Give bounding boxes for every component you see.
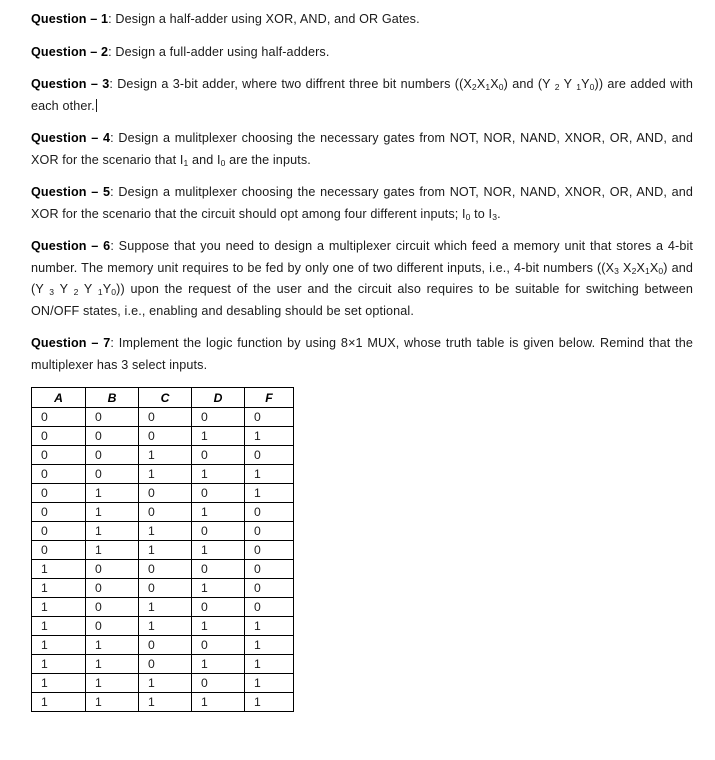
- truth-table-cell: 0: [245, 446, 294, 465]
- truth-table-cell: 1: [245, 693, 294, 712]
- subscript: 0: [658, 265, 664, 276]
- question-text: Design a half-adder using XOR, AND, and OR Gates.: [111, 12, 420, 26]
- truth-table-cell: 0: [86, 617, 139, 636]
- subscript: 0: [220, 157, 226, 168]
- truth-table-cell: 1: [32, 674, 86, 693]
- truth-table-cell: 1: [86, 674, 139, 693]
- table-row: [32, 560, 294, 579]
- text-cursor: [96, 99, 97, 112]
- truth-table-cell: 0: [32, 503, 86, 522]
- truth-table-cell: 0: [139, 636, 192, 655]
- question-text: Suppose that you need to design a multiplexer circuit which feed a memory unit that stores a 4-bit number. The memory unit requires to be fed by only one of two different inputs, i.e., 4-bit numbers (($X_3$ $X_2X_1X_0$) and (Y $_3$ Y $_2$ Y $_1Y_0$)) upon the request of the user and the circuit also requires to be suitable for switching between ON/OFF states, i.e., enabling and desabling should be set optional.: [31, 239, 694, 318]
- question-label: Question – 1: [31, 12, 109, 26]
- truth-table-cell: 1: [192, 503, 245, 522]
- question-separator: :: [108, 12, 112, 26]
- truth-table-cell: 1: [32, 560, 86, 579]
- truth-table-container: [31, 387, 693, 712]
- truth-table-header-cell: A: [32, 388, 86, 408]
- question-label: Question – 4: [31, 131, 111, 145]
- truth-table-cell: 0: [139, 503, 192, 522]
- truth-table-cell: 0: [139, 655, 192, 674]
- question-separator: :: [110, 131, 114, 145]
- question-paragraph: [31, 74, 693, 117]
- question-label: Question – 2: [31, 44, 109, 59]
- truth-table: [31, 387, 294, 712]
- truth-table-cell: 1: [86, 484, 139, 503]
- truth-table-cell: 1: [139, 541, 192, 560]
- question-separator: :: [109, 77, 113, 91]
- truth-table-cell: 0: [32, 465, 86, 484]
- table-row: [32, 446, 294, 465]
- truth-table-cell: 0: [32, 427, 86, 446]
- truth-table-cell: 0: [86, 579, 139, 598]
- truth-table-cell: 0: [86, 446, 139, 465]
- truth-table-cell: 0: [32, 446, 86, 465]
- subscript: 1: [97, 287, 103, 298]
- question-label: Question – 5: [31, 185, 111, 199]
- question-label: Question – 3: [31, 77, 110, 91]
- truth-table-cell: 0: [139, 484, 192, 503]
- truth-table-header-cell: C: [139, 388, 192, 408]
- question-label: Question – 6: [31, 239, 111, 253]
- truth-table-head: [32, 388, 294, 408]
- truth-table-cell: 0: [245, 560, 294, 579]
- truth-table-header-row: [32, 388, 294, 408]
- truth-table-cell: 0: [245, 598, 294, 617]
- truth-table-cell: 0: [192, 560, 245, 579]
- truth-table-cell: 0: [139, 427, 192, 446]
- truth-table-cell: 1: [139, 674, 192, 693]
- subscript: 3: [492, 211, 498, 222]
- truth-table-cell: 1: [139, 446, 192, 465]
- truth-table-cell: 0: [245, 503, 294, 522]
- truth-table-header-cell: B: [86, 388, 139, 408]
- truth-table-cell: 0: [245, 541, 294, 560]
- truth-table-cell: 1: [192, 693, 245, 712]
- truth-table-cell: 0: [86, 598, 139, 617]
- table-row: [32, 408, 294, 427]
- table-row: [32, 636, 294, 655]
- truth-table-cell: 0: [245, 579, 294, 598]
- truth-table-cell: 0: [32, 522, 86, 541]
- truth-table-cell: 1: [245, 674, 294, 693]
- truth-table-cell: 1: [139, 522, 192, 541]
- question-text: Design a mulitplexer choosing the necessary gates from NOT, NOR, NAND, XNOR, OR, AND, and XOR for the scenario that the circuit should opt among four different inputs; $I_0$ to $I_3$.: [31, 185, 694, 222]
- truth-table-cell: 0: [192, 598, 245, 617]
- truth-table-cell: 1: [139, 598, 192, 617]
- truth-table-cell: 1: [192, 579, 245, 598]
- subscript: 1: [183, 157, 189, 168]
- subscript: 3: [614, 265, 620, 276]
- truth-table-cell: 0: [192, 408, 245, 427]
- table-row: [32, 579, 294, 598]
- truth-table-cell: 1: [245, 484, 294, 503]
- table-row: [32, 427, 294, 446]
- subscript: 0: [589, 82, 595, 93]
- truth-table-cell: 1: [86, 655, 139, 674]
- truth-table-cell: 1: [32, 598, 86, 617]
- truth-table-cell: 0: [192, 522, 245, 541]
- truth-table-cell: 0: [245, 408, 294, 427]
- truth-table-cell: 1: [192, 541, 245, 560]
- truth-table-cell: 0: [139, 408, 192, 427]
- truth-table-cell: 1: [139, 617, 192, 636]
- table-row: [32, 655, 294, 674]
- subscript: 0: [111, 287, 117, 298]
- subscript: 2: [471, 82, 477, 93]
- subscript: 3: [49, 287, 55, 298]
- table-row: [32, 484, 294, 503]
- table-row: [32, 598, 294, 617]
- table-row: [32, 522, 294, 541]
- truth-table-cell: 0: [32, 408, 86, 427]
- question-paragraph: [31, 9, 693, 31]
- truth-table-cell: 1: [86, 541, 139, 560]
- subscript: 2: [631, 265, 637, 276]
- subscript: 1: [576, 82, 582, 93]
- truth-table-cell: 1: [86, 693, 139, 712]
- truth-table-cell: 1: [32, 636, 86, 655]
- subscript: 0: [465, 211, 471, 222]
- question-text: Design a mulitplexer choosing the necessary gates from NOT, NOR, NAND, XNOR, OR, AND, and XOR for the scenario that $I_1$ and $I_0$ are the inputs.: [31, 131, 694, 168]
- question-text: Design a 3-bit adder, where two diffrent three bit numbers ($(X_2X_1X_0)$ and (Y $_2$ Y $_1Y_0$)) are added with each other.: [31, 77, 694, 113]
- question-paragraph: [31, 236, 693, 322]
- truth-table-cell: 1: [192, 617, 245, 636]
- question-label: Question – 7: [31, 336, 111, 350]
- truth-table-cell: 1: [192, 427, 245, 446]
- truth-table-header-cell: D: [192, 388, 245, 408]
- question-paragraph: [31, 182, 693, 225]
- truth-table-cell: 1: [32, 617, 86, 636]
- truth-table-cell: 1: [32, 655, 86, 674]
- table-row: [32, 617, 294, 636]
- truth-table-cell: 1: [245, 617, 294, 636]
- question-text: Implement the logic function by using 8×1 MUX, whose truth table is given below. Remind that the multiplexer has 3 select inputs.: [31, 336, 694, 372]
- question-separator: :: [110, 185, 114, 199]
- truth-table-cell: 0: [192, 636, 245, 655]
- subscript: 0: [498, 82, 504, 93]
- question-paragraph: [31, 128, 693, 171]
- table-row: [32, 674, 294, 693]
- truth-table-cell: 1: [245, 465, 294, 484]
- truth-table-cell: 0: [139, 579, 192, 598]
- subscript: 1: [644, 265, 650, 276]
- subscript: 2: [73, 287, 79, 298]
- truth-table-cell: 0: [86, 465, 139, 484]
- question-separator: :: [108, 44, 112, 59]
- question-paragraph: [31, 42, 693, 64]
- subscript: 1: [485, 82, 491, 93]
- truth-table-cell: 1: [245, 427, 294, 446]
- truth-table-cell: 0: [245, 522, 294, 541]
- truth-table-cell: 0: [86, 408, 139, 427]
- truth-table-cell: 1: [192, 465, 245, 484]
- truth-table-cell: 1: [245, 655, 294, 674]
- truth-table-body: [32, 408, 294, 712]
- table-row: [32, 465, 294, 484]
- truth-table-cell: 0: [139, 560, 192, 579]
- truth-table-cell: 1: [192, 655, 245, 674]
- subscript: 2: [554, 82, 560, 93]
- truth-table-cell: 0: [32, 484, 86, 503]
- truth-table-cell: 1: [86, 503, 139, 522]
- truth-table-cell: 0: [86, 560, 139, 579]
- truth-table-header-cell: F: [245, 388, 294, 408]
- table-row: [32, 503, 294, 522]
- truth-table-cell: 0: [86, 427, 139, 446]
- truth-table-cell: 0: [192, 484, 245, 503]
- truth-table-cell: 1: [86, 522, 139, 541]
- truth-table-cell: 0: [32, 541, 86, 560]
- table-row: [32, 693, 294, 712]
- question-separator: :: [110, 336, 114, 350]
- truth-table-cell: 0: [192, 674, 245, 693]
- truth-table-cell: 1: [86, 636, 139, 655]
- truth-table-cell: 1: [245, 636, 294, 655]
- question-paragraph: [31, 333, 693, 376]
- truth-table-cell: 1: [32, 693, 86, 712]
- question-text: Design a full-adder using half-adders.: [111, 44, 330, 59]
- truth-table-cell: 1: [139, 693, 192, 712]
- truth-table-cell: 1: [32, 579, 86, 598]
- question-separator: :: [110, 239, 114, 253]
- questions-list: [31, 9, 693, 376]
- truth-table-cell: 1: [139, 465, 192, 484]
- truth-table-cell: 0: [192, 446, 245, 465]
- table-row: [32, 541, 294, 560]
